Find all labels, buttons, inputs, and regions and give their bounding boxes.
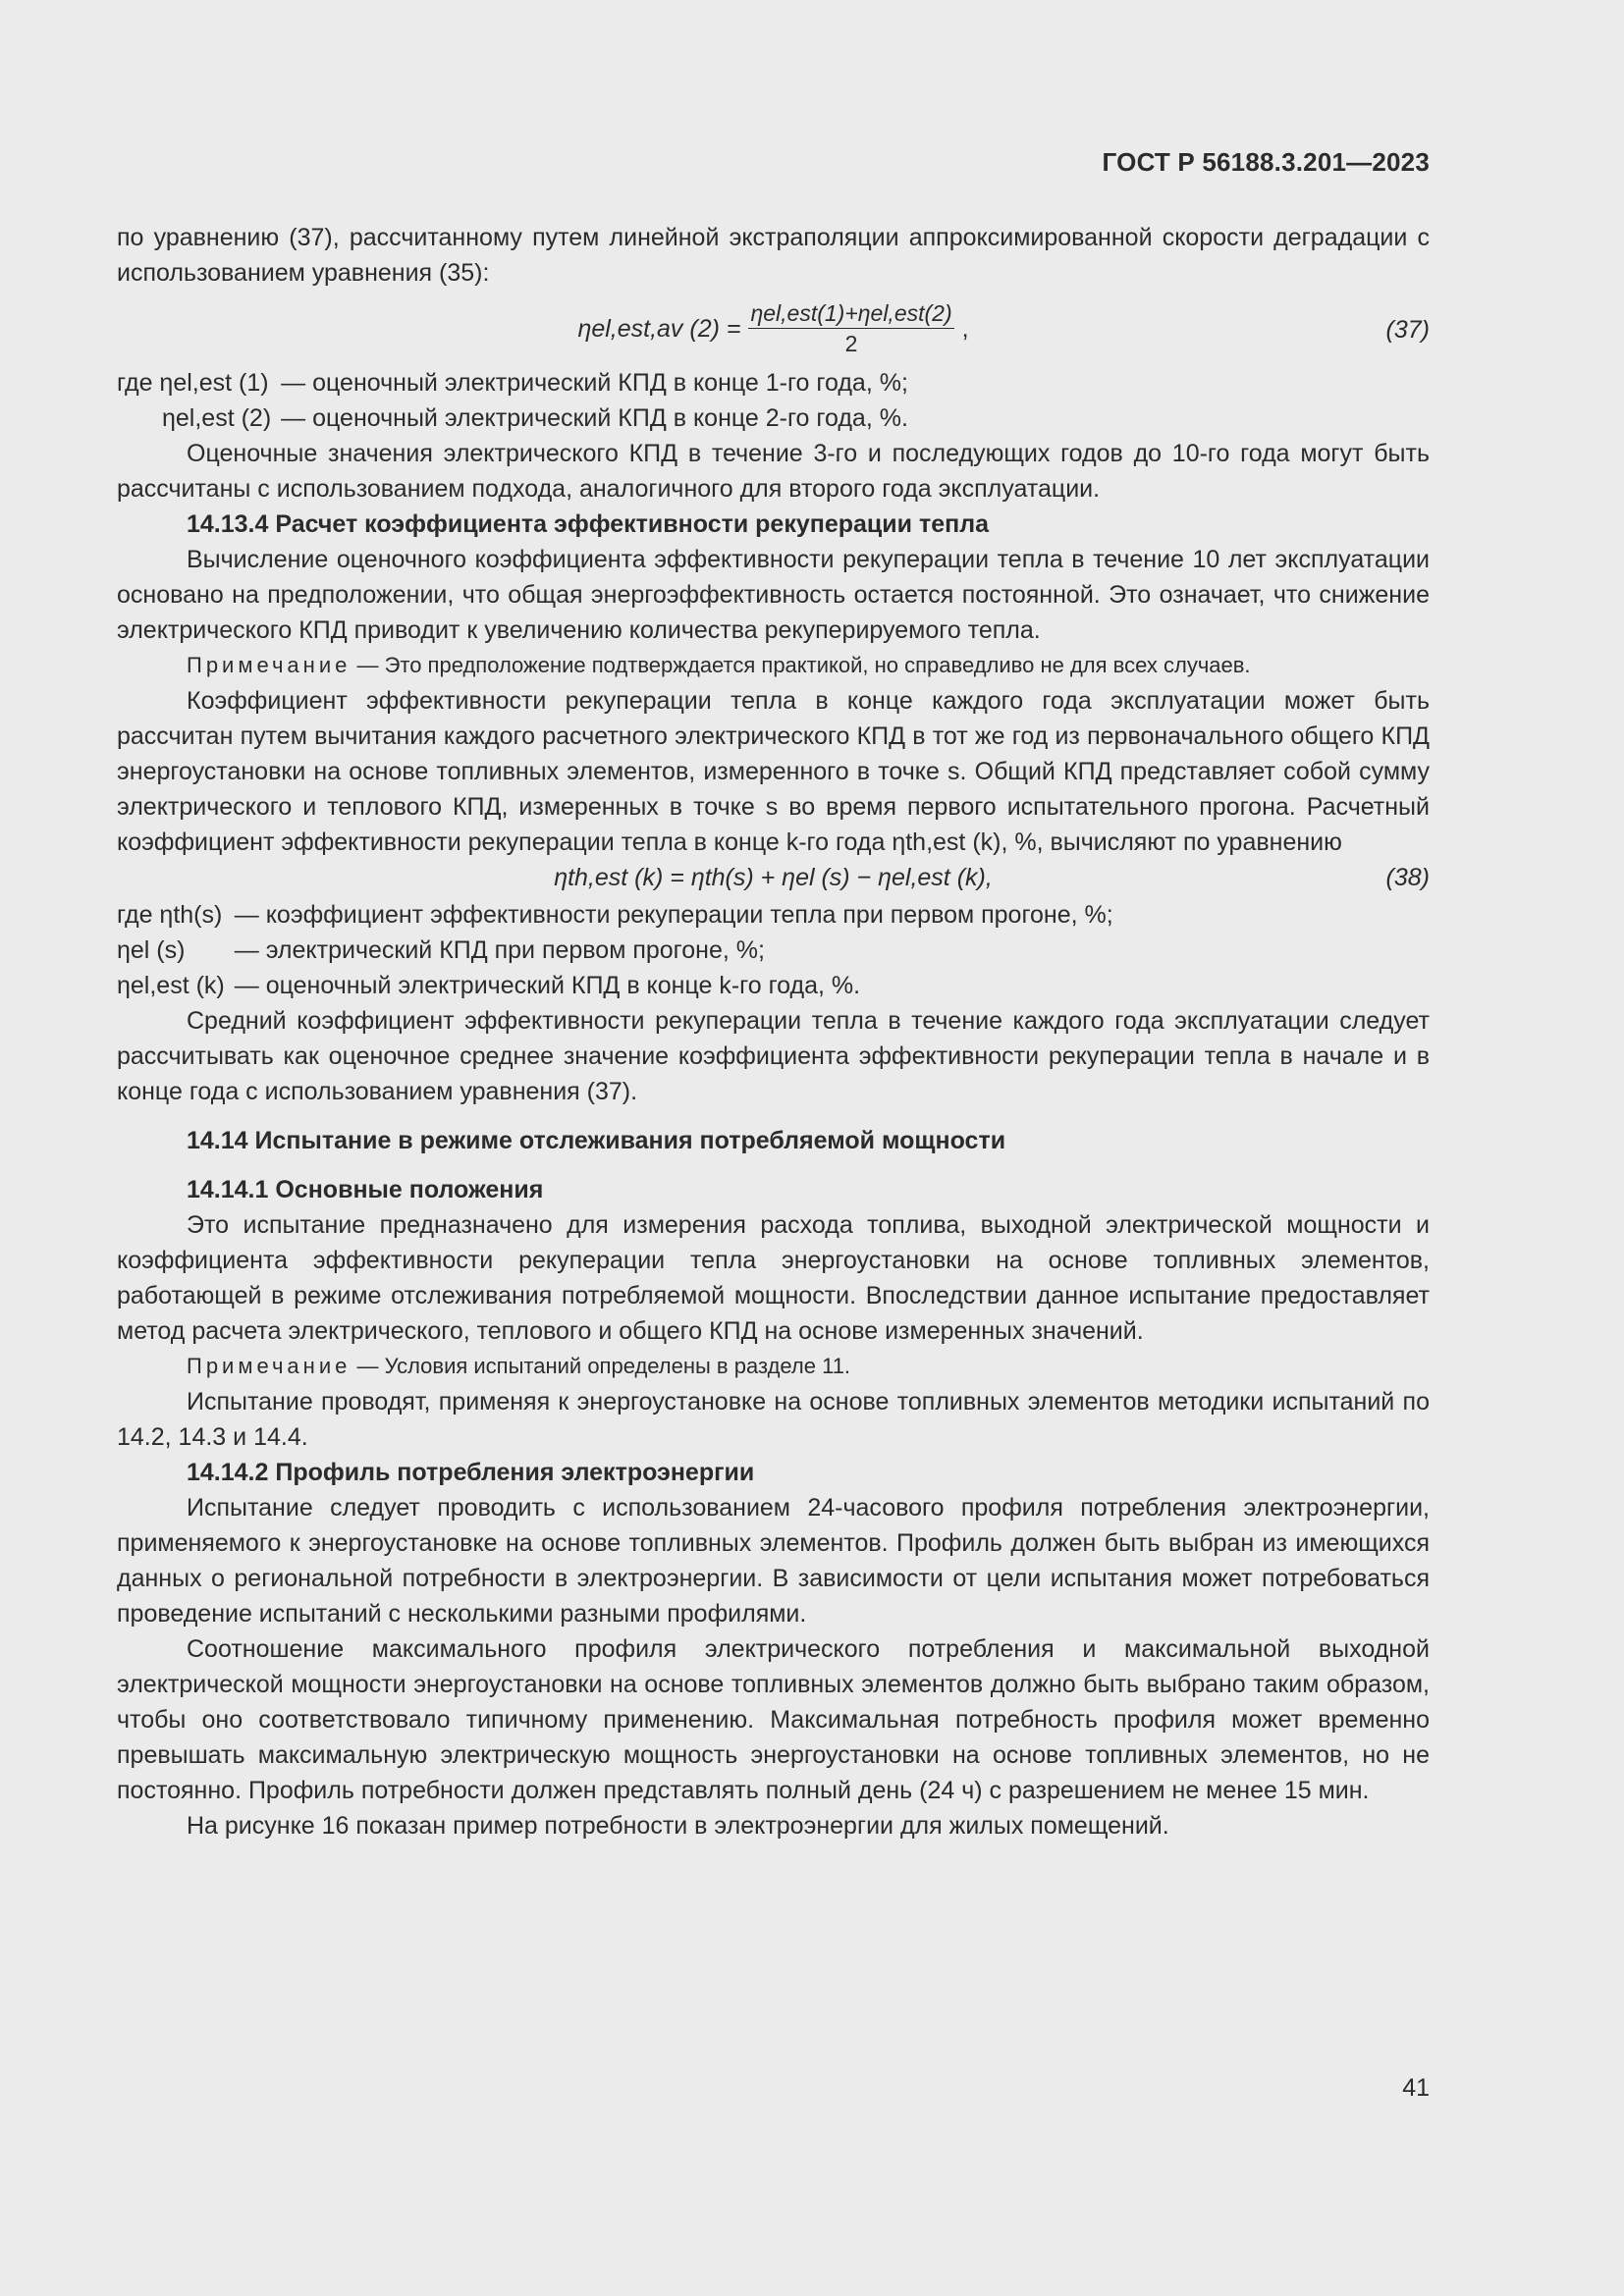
equation-37-tail: ,: [961, 314, 969, 343]
equation-37-number: (37): [1385, 316, 1430, 344]
where-list-38: [117, 897, 1430, 1003]
where-symbol: где ηel,est (1): [117, 369, 269, 397]
note-text: — Это предположение подтверждается практикой, но справедливо не для всех случаев.: [351, 653, 1251, 677]
paragraph-intro: по уравнению (37), рассчитанному путем линейной экстраполяции аппроксимированной скорости деградации с использованием уравнения (35):: [117, 224, 1430, 287]
paragraph-heat-2: Коэффициент эффективности рекуперации тепла в конце каждого года эксплуатации может быть рассчитан путем вычитания каждого расчетного электрического КПД в тот же год из первоначального общего КПД энергоустановки на основе топливных элементов, измеренного в точке s. Общий КПД представляет собой сумму электрического и теплового КПД, измеренных в точке s во время первого испытательного прогона. Расчетный коэффициент эффективности рекуперации тепла в конце k-го года ηth,est (k), %, вычисляют по уравнению: [117, 687, 1430, 856]
note-label: Примечание: [187, 1354, 352, 1378]
heading-14-14: 14.14 Испытание в режиме отслеживания потребляемой мощности: [187, 1127, 1006, 1154]
paragraph-14-14-1: Это испытание предназначено для измерения расхода топлива, выходной электрической мощности и коэффициента эффективности рекуперации тепла энергоустановки на основе топливных элементов, работающей в режиме отслеживания потребляемой мощности. Впоследствии данное испытание предоставляет метод расчета электрического, теплового и общего КПД на основе измеренных значений.: [117, 1211, 1430, 1345]
where-symbol: где ηth(s): [117, 901, 223, 929]
where-description: — оценочный электрический КПД в конце k-го года, %.: [234, 972, 861, 999]
where-symbol: ηel,est (2): [162, 404, 272, 432]
equation-37: [117, 300, 1430, 355]
paragraph-heat-3: Средний коэффициент эффективности рекуперации тепла в течение каждого года эксплуатации следует рассчитывать как оценочное среднее значение коэффициента эффективности рекуперации тепла в начале и в конце года с использованием уравнения (37).: [117, 1007, 1430, 1105]
note-text: — Условия испытаний определены в разделе 11.: [351, 1354, 851, 1378]
note-label: Примечание: [187, 653, 352, 677]
where-description: — оценочный электрический КПД в конце 1-го года, %;: [281, 369, 908, 397]
note-2: [117, 1349, 1430, 1384]
paragraph-14-14-2-c: На рисунке 16 показан пример потребности в электроэнергии для жилых помещений.: [187, 1812, 1169, 1840]
equation-37-lhs: ηel,est,av (2) =: [577, 314, 741, 343]
document-body: [117, 220, 1430, 1843]
where-description: — оценочный электрический КПД в конце 2-го года, %.: [281, 404, 908, 432]
heading-14-14-2: 14.14.2 Профиль потребления электроэнергии: [187, 1459, 755, 1486]
paragraph-estimates: Оценочные значения электрического КПД в течение 3-го и последующих годов до 10-го года могут быть рассчитаны с использованием подхода, аналогичного для второго года эксплуатации.: [117, 440, 1430, 503]
equation-38-number: (38): [1385, 864, 1430, 891]
document-header: ГОСТ Р 56188.3.201—2023: [1102, 147, 1430, 177]
page-number: 41: [1402, 2074, 1430, 2102]
equation-38: [117, 860, 1430, 897]
where-description: — коэффициент эффективности рекуперации тепла при первом прогоне, %;: [234, 901, 1113, 929]
paragraph-heat-1: Вычисление оценочного коэффициента эффективности рекуперации тепла в течение 10 лет эксплуатации основано на предположении, что общая энергоэффективность остается постоянной. Это означает, что снижение электрического КПД приводит к увеличению количества рекуперируемого тепла.: [117, 546, 1430, 644]
heading-14-14-1: 14.14.1 Основные положения: [187, 1176, 544, 1203]
equation-37-fraction: [748, 300, 953, 356]
where-symbol: ηel,est (k): [117, 972, 225, 999]
where-symbol: ηel (s): [117, 936, 186, 964]
where-description: — электрический КПД при первом прогоне, %;: [234, 936, 765, 964]
equation-38-text: ηth,est (k) = ηth(s) + ηel (s) − ηel,est (k),: [554, 864, 993, 891]
heading-14-13-4: 14.13.4 Расчет коэффициента эффективности рекуперации тепла: [187, 510, 990, 538]
paragraph-14-14-2-a: Испытание следует проводить с использованием 24-часового профиля потребления электроэнергии, применяемого к энергоустановке на основе топливных элементов. Профиль должен быть выбран из имеющихся данных о региональной потребности в электроэнергии. В зависимости от цели испытания может потребоваться проведение испытаний с несколькими разными профилями.: [117, 1494, 1430, 1628]
equation-37-denominator: 2: [844, 331, 858, 356]
note-1: [117, 648, 1430, 683]
paragraph-14-14-2-b: Соотношение максимального профиля электрического потребления и максимальной выходной электрической мощности энергоустановки на основе топливных элементов должно быть выбрано таким образом, чтобы оно соответствовало типичному применению. Максимальная потребность профиля может временно превышать максимальную электрическую мощность энергоустановки на основе топливных элементов, но не постоянно. Профиль потребности должен представлять полный день (24 ч) с разрешением не менее 15 мин.: [117, 1635, 1430, 1804]
equation-37-numerator: ηel,est(1)+ηel,est(2): [748, 300, 953, 329]
where-list-37: [117, 365, 1430, 436]
paragraph-14-14-test: Испытание проводят, применяя к энергоустановке на основе топливных элементов методики испытаний по 14.2, 14.3 и 14.4.: [117, 1388, 1430, 1451]
